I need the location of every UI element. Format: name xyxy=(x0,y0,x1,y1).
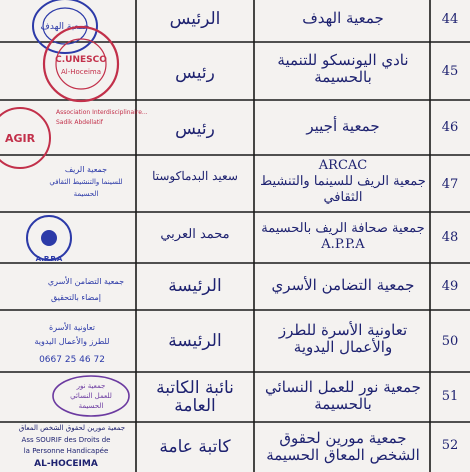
signatory-role: الرئيس xyxy=(169,9,221,29)
stamp-text: الحسيمة xyxy=(73,190,99,198)
association-line: جمعية مورين لحقوق xyxy=(279,429,407,447)
association-name xyxy=(256,221,430,253)
association-name xyxy=(256,277,430,294)
stamp-text: جمعية مورين لحقوق الشخص المعاق xyxy=(18,424,126,432)
row-number: 45 xyxy=(441,64,459,79)
association-line: بالحسيمة xyxy=(314,395,372,413)
stamp-sourif xyxy=(2,420,136,472)
association-line: تعاونية الأسرة للطرز xyxy=(278,321,408,339)
signatory-role: رئيس xyxy=(175,63,215,83)
row-number: 47 xyxy=(441,177,459,192)
stamp-text: Sadik Abdellatif xyxy=(56,119,103,126)
stamp-text: Al-Hoceima xyxy=(60,68,102,76)
stamp-appa xyxy=(18,214,80,264)
association-line: والأعمال اليدوية xyxy=(293,338,393,356)
row-number: 50 xyxy=(441,334,459,349)
association-line: بالحسيمة xyxy=(314,68,372,86)
stamp-text: جمعية نور xyxy=(76,382,106,390)
association-line: جمعية أجيير xyxy=(306,117,380,135)
association-line: جمعية الهدف xyxy=(302,9,384,27)
association-name xyxy=(256,158,430,206)
row-number: 52 xyxy=(441,438,459,453)
stamp-tadamun xyxy=(6,266,132,310)
association-line: A.P.P.A xyxy=(321,237,365,252)
stamp-cooperative xyxy=(12,318,130,370)
association-line: جمعية صحافة الريف بالحسيمة xyxy=(261,221,425,236)
stamp-text: AL-HOCEIMA xyxy=(34,459,98,469)
stamp-text: للسينما والتنشيط الثقافي xyxy=(49,178,123,186)
stamp-text: الحسيمة xyxy=(78,402,104,410)
stamp-text: Ass SOURIF des Droits de xyxy=(21,436,111,444)
association-line: جمعية الريف للسينما والتنشيط xyxy=(260,174,426,189)
stamp-text: للعمل النسائي xyxy=(70,392,112,400)
stamp-arcac xyxy=(40,160,132,212)
signatory-role: كاتبة عامة xyxy=(159,437,231,457)
association-line: نادي اليونسكو للتنمية xyxy=(277,51,409,69)
row-number: 44 xyxy=(441,12,459,27)
stamp-text: تعاونية الأسرة xyxy=(49,323,95,332)
signatory-role: سعيد البدماكوستا xyxy=(152,169,238,183)
stamp-text: A.P.P.A xyxy=(35,255,63,263)
signatory-role: نائبة الكاتبة العامة xyxy=(156,378,234,416)
stamp-unesco xyxy=(38,24,124,104)
row-number: 46 xyxy=(441,120,459,135)
association-line: الثقافي xyxy=(323,190,363,205)
association-name xyxy=(256,10,430,27)
stamp-text: إمضاء بالتحقيق xyxy=(51,293,101,302)
association-line: جمعية التضامن الأسري xyxy=(271,276,415,294)
association-line: ARCAC xyxy=(318,158,368,173)
stamp-text: 0667 25 46 72 xyxy=(39,355,105,365)
row-number: 51 xyxy=(441,389,459,404)
association-name xyxy=(256,322,430,356)
stamp-text: جمعية التضامن الأسري xyxy=(47,277,125,286)
stamp-text: جمعية الريف xyxy=(64,165,108,174)
association-line: جمعية نور للعمل النسائي xyxy=(265,378,421,396)
signatory-role: رئيس xyxy=(175,119,215,139)
signatory-role: الرئيسة xyxy=(168,276,222,296)
association-name xyxy=(256,379,430,413)
stamp-text: AGIR xyxy=(4,132,36,145)
signatory-role: الرئيسة xyxy=(168,331,222,351)
association-name xyxy=(256,118,430,135)
association-name xyxy=(256,430,430,464)
row-number: 49 xyxy=(441,279,459,294)
stamp-text: للطرز والأعمال اليدوية xyxy=(34,337,110,346)
stamp-text: Association Interdisciplinaire... xyxy=(56,109,148,116)
stamp-text: جمعية الهدف xyxy=(40,22,90,32)
stamp-text: la Personne Handicapée xyxy=(23,447,109,455)
association-name xyxy=(256,52,430,86)
association-line: الشخص المعاق الحسيمة xyxy=(266,446,420,464)
stamp-text: C.UNESCO xyxy=(55,55,107,65)
row-number: 48 xyxy=(441,230,459,245)
stamp-nour xyxy=(50,374,132,418)
signatory-role: محمد العربي xyxy=(160,227,230,242)
